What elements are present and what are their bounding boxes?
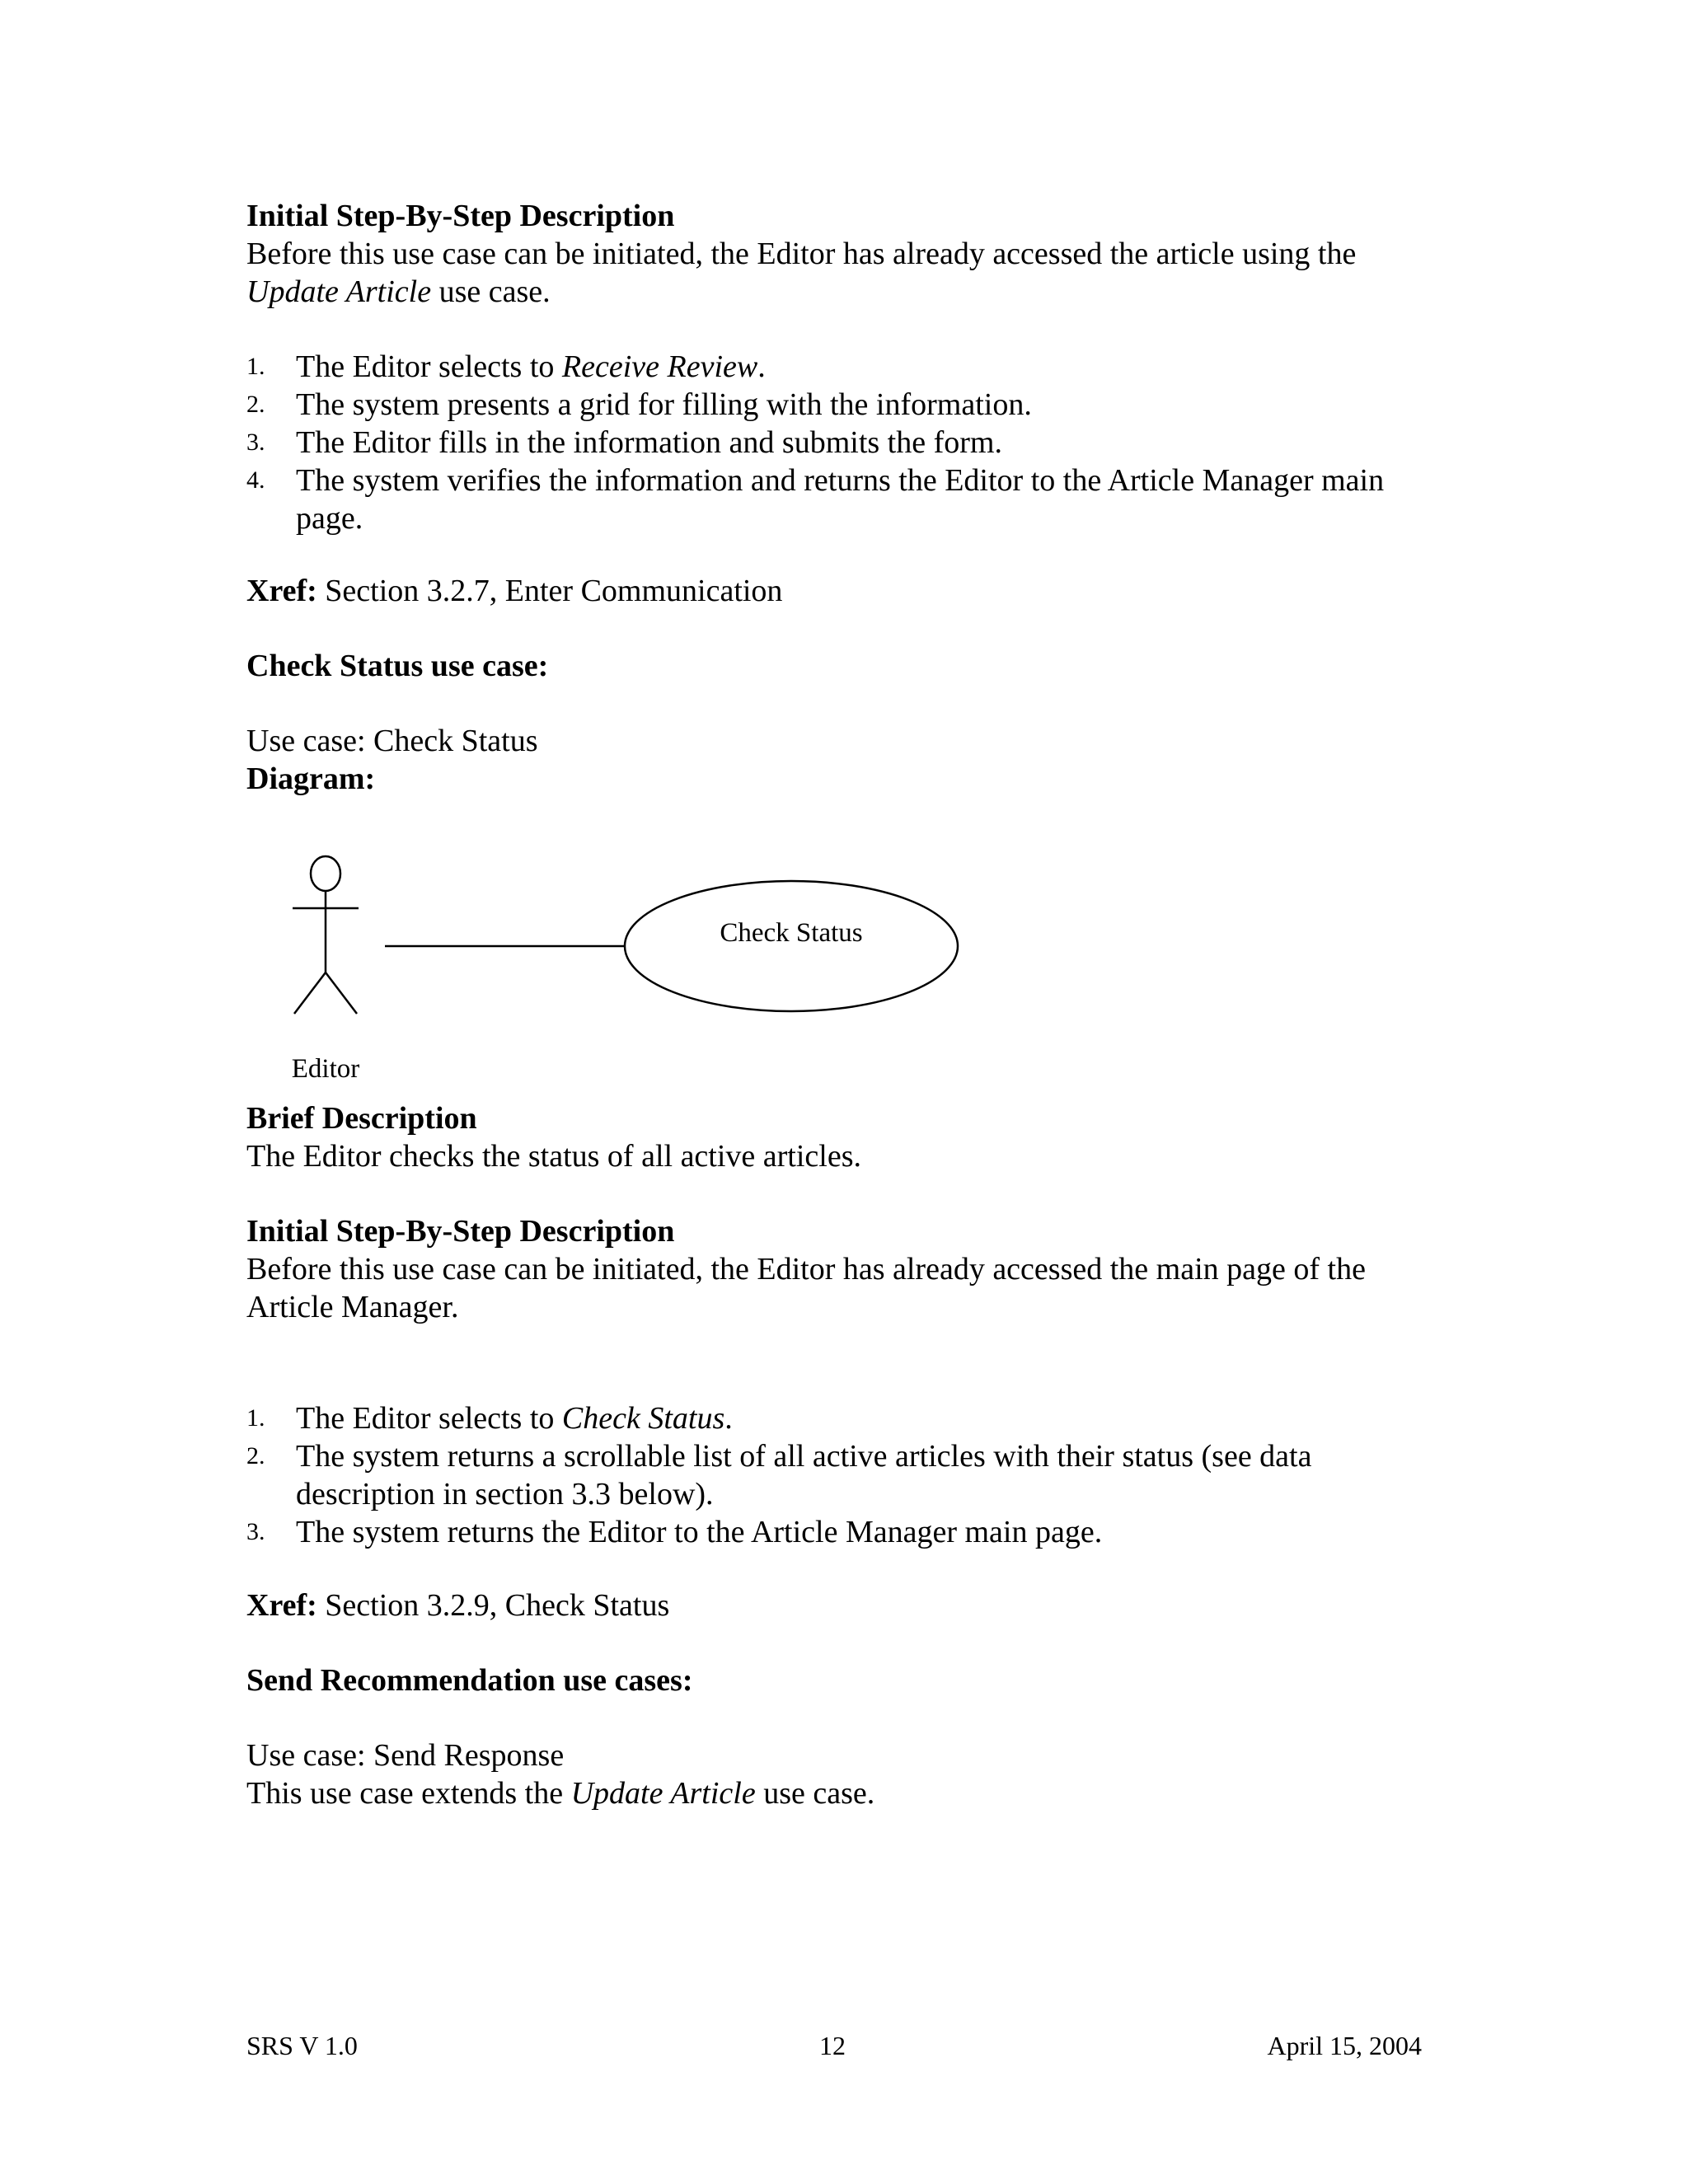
extends-text: This use case extends the	[246, 1776, 571, 1811]
xref-text: Section 3.2.9, Check Status	[316, 1588, 670, 1623]
steps-heading: Initial Step-By-Step Description	[246, 1214, 675, 1249]
step-text: The Editor selects to	[296, 349, 562, 384]
list-item	[246, 1399, 1450, 1437]
step-text: The system presents a grid for filling with the information.	[296, 387, 1032, 422]
brief-heading: Brief Description	[246, 1101, 477, 1136]
actor-head	[311, 856, 340, 891]
actor-label: Editor	[291, 1054, 360, 1084]
steps-intro: Before this use case can be initiated, the Editor has already accessed the main page of the Article Manager.	[246, 1252, 1366, 1324]
footer-version: SRS V 1.0	[246, 2031, 358, 2060]
list-item	[246, 462, 1450, 537]
xref-label: Xref:	[246, 1588, 317, 1623]
xref-line	[246, 572, 1450, 610]
step-emphasis: Check Status	[561, 1401, 725, 1436]
step-text: The system verifies the information and returns the Editor to the Article Manager main page.	[296, 463, 1385, 536]
intro-text-end: use case.	[431, 274, 551, 309]
step-text-end: .	[724, 1401, 733, 1436]
list-item	[246, 1513, 1450, 1551]
section-heading: Initial Step-By-Step Description	[246, 199, 675, 233]
use-case-line: Use case: Send Response	[246, 1738, 565, 1773]
use-case-heading: Check Status use case:	[246, 649, 549, 683]
intro-emphasis: Update Article	[246, 274, 432, 309]
step-list	[246, 1399, 1450, 1551]
actor-right-leg	[326, 972, 357, 1014]
step-number: 1.	[246, 1404, 265, 1432]
extends-text-end: use case.	[755, 1776, 875, 1811]
list-item	[246, 348, 1450, 386]
list-item	[246, 1437, 1450, 1513]
use-case-line: Use case: Check Status	[246, 724, 538, 758]
footer-date: April 15, 2004	[1267, 2031, 1422, 2060]
use-case-label: Check Status	[720, 918, 863, 948]
step-number: 1.	[246, 353, 265, 380]
step-emphasis: Receive Review	[561, 349, 758, 384]
list-item	[246, 424, 1450, 462]
step-text: The system returns the Editor to the Article Manager main page.	[296, 1515, 1103, 1549]
actor-figure	[293, 856, 359, 1014]
xref-label: Xref:	[246, 574, 317, 608]
use-case-heading: Send Recommendation use cases:	[246, 1663, 693, 1698]
step-number: 3.	[246, 429, 265, 456]
step-number: 4.	[246, 466, 265, 494]
step-text-end: .	[757, 349, 766, 384]
step-number: 3.	[246, 1518, 265, 1545]
xref-line	[246, 1586, 1450, 1624]
diagram-label: Diagram:	[246, 762, 376, 796]
section-intro	[246, 235, 1450, 311]
brief-text: The Editor checks the status of all active articles.	[246, 1139, 861, 1174]
actor-left-leg	[294, 972, 326, 1014]
intro-text: Before this use case can be initiated, the Editor has already accessed the article using the	[246, 237, 1357, 271]
step-number: 2.	[246, 1442, 265, 1469]
step-text: The Editor selects to	[296, 1401, 562, 1436]
step-list	[246, 348, 1450, 537]
footer-page-number: 12	[819, 2031, 846, 2060]
step-number: 2.	[246, 391, 265, 418]
use-case-diagram	[246, 841, 988, 1113]
step-text: The Editor fills in the information and submits the form.	[296, 425, 1002, 460]
step-text: The system returns a scrollable list of all active articles with their status (see data description in section 3.3 below).	[296, 1439, 1312, 1511]
extends-emphasis: Update Article	[570, 1776, 756, 1811]
extends-line	[246, 1774, 1450, 1812]
list-item	[246, 386, 1450, 424]
xref-text: Section 3.2.7, Enter Communication	[316, 574, 783, 608]
